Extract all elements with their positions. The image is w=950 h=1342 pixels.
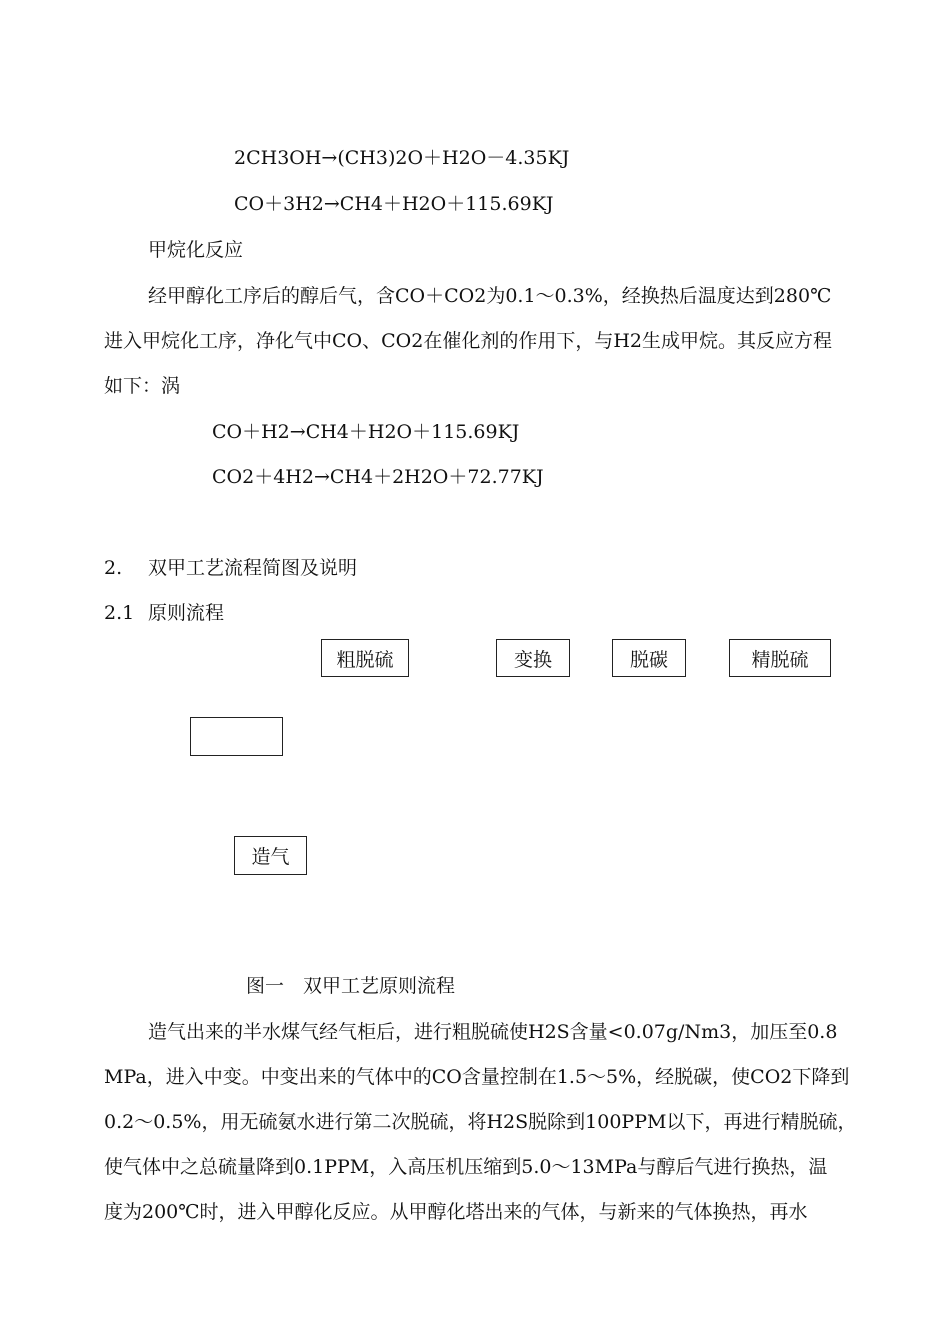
methanation-paragraph-line-3: 如下：涡	[104, 375, 181, 397]
methanation-paragraph-line-1: 经甲醇化工序后的醇后气，含CO＋CO2为0.1～0.3%，经换热后温度达到280℃	[148, 285, 832, 307]
subsection-title: 原则流程	[148, 602, 225, 624]
box-shift: 变换	[496, 639, 570, 677]
box-gasify: 造气	[234, 836, 307, 875]
methanation-equation-2: CO2＋4H2→CH4＋2H2O＋72.77KJ	[212, 466, 544, 488]
description-line-5: 度为200℃时，进入甲醇化反应。从甲醇化塔出来的气体，与新来的气体换热，再水	[104, 1201, 808, 1223]
subsection-number: 2.1	[104, 602, 135, 624]
description-line-4: 使气体中之总硫量降到0.1PPM，入高压机压缩到5.0～13MPa与醇后气进行换热，温	[104, 1156, 828, 1178]
equation-methanation-co: CO＋3H2→CH4＋H2O＋115.69KJ	[234, 193, 554, 215]
equation-dme: 2CH3OH→(CH3)2O＋H2O－4.35KJ	[234, 147, 570, 169]
methanation-equation-1: CO＋H2→CH4＋H2O＋115.69KJ	[212, 421, 520, 443]
description-line-2: MPa，进入中变。中变出来的气体中的CO含量控制在1.5～5%，经脱碳，使CO2下降到	[104, 1066, 850, 1088]
methanation-heading: 甲烷化反应	[148, 239, 244, 261]
diagram-caption: 图一 双甲工艺原则流程	[246, 975, 456, 997]
section-number: 2.	[104, 557, 123, 579]
section-title: 双甲工艺流程简图及说明	[148, 557, 358, 579]
box-fine-desulfur: 精脱硫	[729, 639, 831, 677]
box-coarse-desulfur: 粗脱硫	[321, 639, 409, 677]
description-line-1: 造气出来的半水煤气经气柜后，进行粗脱硫使H2S含量<0.07g/Nm3，加压至0.8	[148, 1021, 838, 1043]
box-blank	[190, 717, 283, 756]
description-line-3: 0.2～0.5%，用无硫氨水进行第二次脱硫，将H2S脱除到100PPM以下，再进行精脱硫，	[104, 1111, 857, 1133]
box-decarbon: 脱碳	[612, 639, 686, 677]
methanation-paragraph-line-2: 进入甲烷化工序，净化气中CO、CO2在催化剂的作用下，与H2生成甲烷。其反应方程	[104, 330, 832, 352]
